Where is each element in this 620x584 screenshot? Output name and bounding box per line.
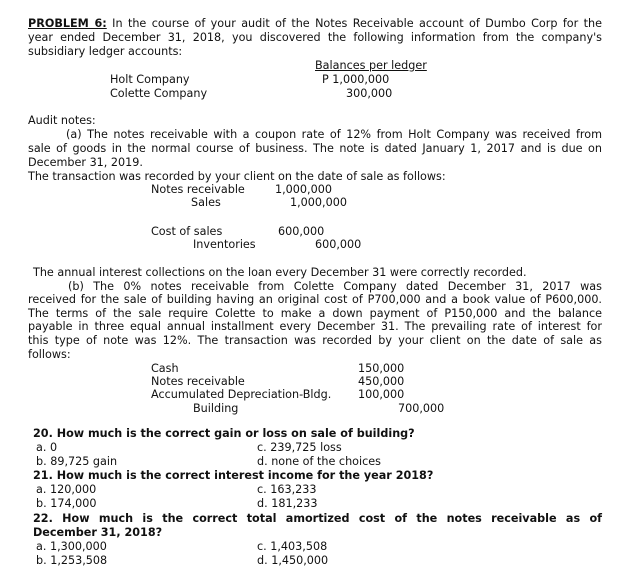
- audit-notes-title: Audit notes:: [28, 114, 96, 127]
- choice-c: c. 163,233: [257, 483, 317, 496]
- entry-account: Cash: [151, 362, 179, 375]
- entry-account: Inventories: [193, 238, 256, 251]
- entry-credit: 600,000: [315, 238, 362, 251]
- note-b-line-1: (b) The 0% notes receivable from Colette Company dated December 31, 2017 was: [68, 280, 602, 293]
- note-b-line-2: received for the sale of building having an original cost of P700,000 and a book value of P600,000.: [28, 293, 602, 306]
- choice-a: a. 1,300,000: [36, 540, 107, 553]
- note-b-line-6: follows:: [28, 348, 71, 361]
- entry-debit: 150,000: [358, 362, 405, 375]
- note-b-line-3: The terms of the sale require Colette to make a down payment of P150,000 and the balance: [28, 307, 602, 320]
- problem-intro-text: In the course of your audit of the Notes Receivable account of Dumbo Corp for the: [112, 17, 602, 30]
- entry-debit: 450,000: [358, 375, 405, 388]
- entry-account: Notes receivable: [151, 375, 245, 388]
- entry-credit: 1,000,000: [290, 196, 347, 209]
- ledger-row-name: Colette Company: [110, 87, 208, 100]
- note-a-line-1: (a) The notes receivable with a coupon rate of 12% from Holt Company was received from: [66, 128, 602, 141]
- choice-d: d. none of the choices: [257, 455, 381, 468]
- problem-label: PROBLEM 6:: [28, 17, 107, 30]
- choice-c: c. 1,403,508: [257, 540, 328, 553]
- problem-intro-line-3: subsidiary ledger accounts:: [28, 45, 183, 58]
- choice-b: b. 174,000: [36, 497, 97, 510]
- choice-b: b. 89,725 gain: [36, 455, 118, 468]
- note-b-line-5: this type of note was 12%. The transaction was recorded by your client on the date of sale as: [28, 334, 602, 347]
- entry-account: Notes receivable: [151, 183, 245, 196]
- ledger-row-name: Holt Company: [110, 73, 190, 86]
- entry-account: Cost of sales: [151, 225, 223, 238]
- note-a-line-3: December 31, 2019.: [28, 156, 143, 169]
- ledger-row-balance: P 1,000,000: [322, 73, 390, 86]
- question-21: 21. How much is the correct interest income for the year 2018?: [33, 469, 434, 482]
- question-20: 20. How much is the correct gain or loss on sale of building?: [33, 427, 415, 440]
- note-a-line-4: The transaction was recorded by your client on the date of sale as follows:: [28, 170, 446, 183]
- ledger-row-balance: 300,000: [346, 87, 393, 100]
- choice-a: a. 120,000: [36, 483, 97, 496]
- entry-account: Building: [193, 402, 239, 415]
- entry-account: Sales: [191, 196, 221, 209]
- ledger-header: Balances per ledger: [315, 59, 427, 72]
- choice-a: a. 0: [36, 441, 58, 454]
- note-a-line-2: sale of goods in the normal course of business. The note is dated January 1, 2017 and is due on: [28, 142, 602, 155]
- choice-d: d. 1,450,000: [257, 554, 329, 567]
- entry-credit: 700,000: [398, 402, 445, 415]
- entry-debit: 600,000: [278, 225, 325, 238]
- entry-debit: 100,000: [358, 388, 405, 401]
- note-b-line-4: payable in three equal annual installment every December 31. The prevailing rate of interest for: [28, 320, 602, 333]
- interest-line: The annual interest collections on the loan every December 31 were correctly recorded.: [33, 266, 527, 279]
- entry-debit: 1,000,000: [275, 183, 332, 196]
- choice-c: c. 239,725 loss: [257, 441, 342, 454]
- question-22-line-2: December 31, 2018?: [33, 526, 163, 539]
- question-22-line-1: 22. How much is the correct total amortized cost of the notes receivable as of: [33, 512, 602, 525]
- choice-d: d. 181,233: [257, 497, 318, 510]
- problem-intro-line-1: [28, 17, 602, 30]
- entry-account: Accumulated Depreciation-Bldg.: [151, 388, 332, 401]
- choice-b: b. 1,253,508: [36, 554, 108, 567]
- problem-intro-line-2: year ended December 31, 2018, you discovered the following information from the company's: [28, 31, 602, 44]
